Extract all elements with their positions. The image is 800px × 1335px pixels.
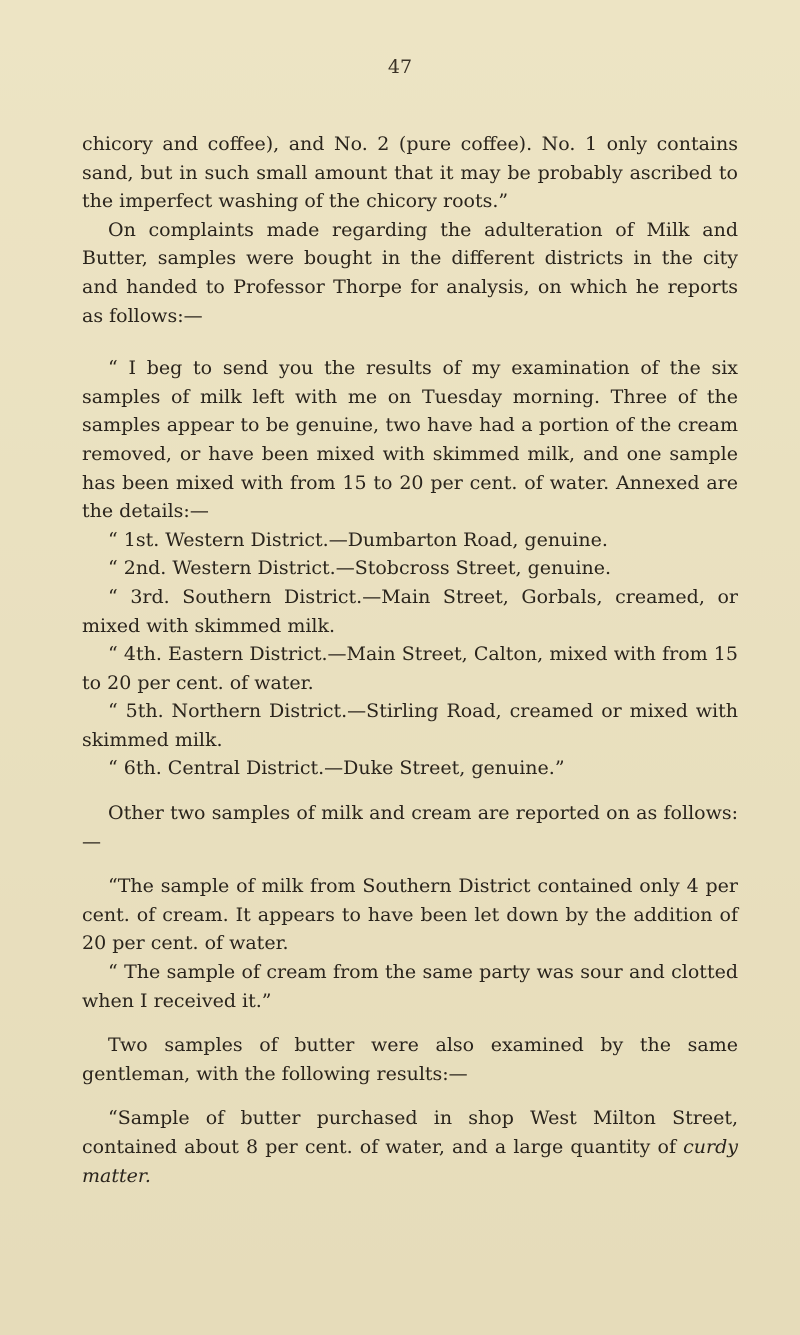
district-1: “ 1st. Western District.—Dumbarton Road, genuine.: [108, 528, 608, 551]
paragraph-chicory: chicory and coffee), and No. 2 (pure coffee). No. 1 only contains sand, but in such small amount that it may be probably ascribed to the imperfect washing of the chicory roots.”: [82, 133, 738, 213]
spacer: [82, 1015, 738, 1031]
paragraph-other-samples: Other two samples of milk and cream are reported on as follows:—: [82, 802, 738, 853]
paragraph-butter: Two samples of butter were also examined by the same gentleman, with the following results:—: [82, 1034, 738, 1085]
paragraph-complaints: On complaints made regarding the adulteration of Milk and Butter, samples were bought in the different districts in the city and handed to Professor Thorpe for analysis, on which he reports as follows:—: [82, 218, 738, 327]
curdy-matter-text: curdy matter.: [82, 1136, 738, 1187]
district-6: “ 6th. Central District.—Duke Street, genuine.”: [108, 757, 565, 780]
district-5: “ 5th. Northern District.—Stirling Road, creamed or mixed with skimmed milk.: [82, 700, 738, 751]
district-3: “ 3rd. Southern District.—Main Street, Gorbals, creamed, or mixed with skimmed milk.: [82, 585, 738, 637]
paragraph-results-letter: “ I beg to send you the results of my examination of the six samples of milk left with me on Tuesday morning. Three of the samples appear to be genuine, two have had a portion of the cream removed, or have been mixed with skimmed milk, and one sample has been mixed with from 15 to 20 per cent. of water. Annexed are the details:—: [82, 357, 738, 523]
spacer: [82, 330, 738, 354]
spacer: [82, 856, 738, 872]
district-2: “ 2nd. Western District.—Stobcross Street, genuine.: [108, 557, 612, 580]
spacer: [82, 783, 738, 799]
paragraph-cream: “ The sample of cream from the same party was sour and clotted when I received it.”: [82, 961, 738, 1012]
spacer: [82, 1088, 738, 1104]
paragraph-butter-sample: [82, 1104, 738, 1190]
paragraph-southern-milk: “The sample of milk from Southern District contained only 4 per cent. of cream. It appears to have been let down by the addition of 20 per cent. of water.: [82, 875, 738, 955]
butter-sample-text: “Sample of butter purchased in shop West Milton Street, contained about 8 per cent. of water, and a large quantity of: [82, 1107, 738, 1158]
page-number: 47: [387, 56, 413, 78]
district-4: “ 4th. Eastern District.—Main Street, Calton, mixed with from 15 to 20 per cent. of water.: [82, 643, 738, 694]
body-text: [82, 130, 738, 1190]
